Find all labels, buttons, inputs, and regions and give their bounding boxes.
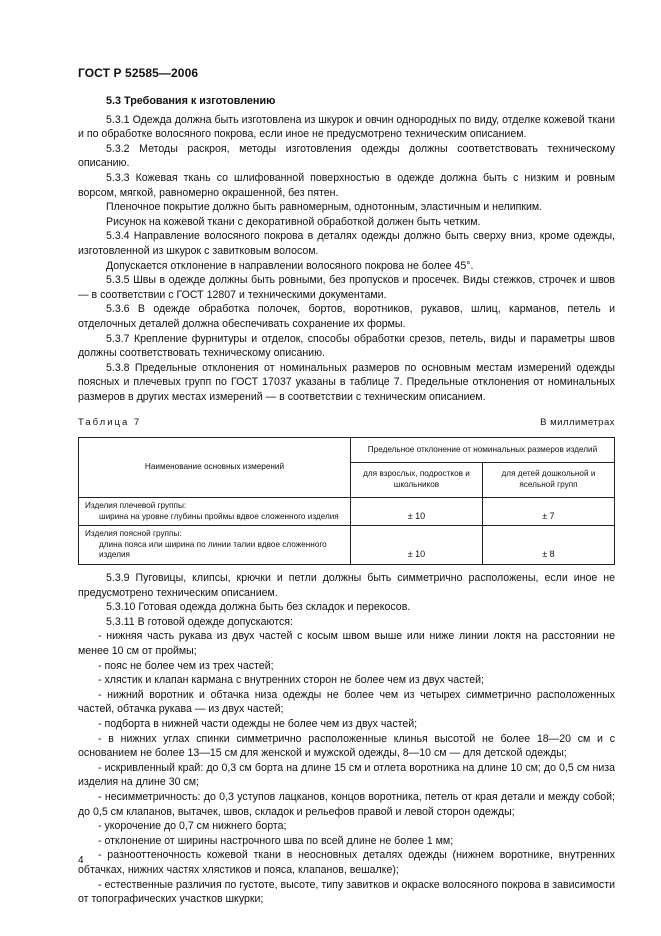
paragraph: Пленочное покрытие должно быть равномерным, однотонным, эластичным и нелипким. [106,201,543,214]
list-item: - нижняя часть рукава из двух частей с косым швом выше или ниже линии локтя на расстоянии не менее 10 см от проймы; [78,630,615,657]
row-name-cell [79,526,351,565]
row-description: длина пояса или ширина по линии талии вдвое сложенного изделия [99,539,327,560]
page-header: ГОСТ Р 52585—2006 [78,66,199,80]
paragraph: Рисунок на кожевой ткани с декоративной обработкой должен быть четким. [106,215,481,228]
paragraph: 5.3.2 Методы раскроя, методы изготовления одежды должны соответствовать техническому описанию. [78,142,615,170]
list-item: - подборта в нижней части одежды не более чем из двух частей; [98,717,418,730]
paragraph: 5.3.4 Направление волосяного покрова в деталях одежды должно быть сверху вниз, кроме одежды, изготовленной из шкурок с завитковым волосом. [78,230,615,257]
row-name-cell [79,498,351,526]
col-header-name: Наименование основных измерений [79,438,351,498]
paragraph: 5.3.11 В готовой одежде допускаются: [106,615,293,628]
col-header-adult: для взрослых, подростков и школьников [350,463,482,498]
table-row [79,498,615,526]
table-row [79,526,615,565]
row-child-value: ± 8 [482,526,614,565]
list-item: - в нижних углах спинки симметрично расположенные клинья высотой не более 18—20 см и с основанием не более 13—15 см для женской и мужской одежды, 8—10 см — для детской одежды; [78,732,615,760]
table-caption: Таблица 7 [78,417,142,429]
row-adult-value: ± 10 [350,498,482,526]
row-adult-value: ± 10 [350,526,482,565]
list-item: - естественные различия по густоте, высоте, типу завитков и окраске волосяного покрова в зависимости от топографических участков шкурки; [78,878,615,906]
row-group-label: Изделия поясной группы: [85,529,182,539]
list-item: - разнооттеночность кожевой ткани в неосновных деталях одежды (нижнем воротнике, внутренних обтачках, нижних частях хлястиков и пояса, клапанов, вешалке); [78,849,615,876]
paragraph: 5.3.10 Готовая одежда должна быть без складок и перекосов. [106,601,411,614]
table-unit: В миллиметрах [540,417,615,429]
list-item: - нижний воротник и обтачка низа одежды не более чем из четырех симметрично расположенных частей, обтачка рукава — из двух частей; [78,688,615,716]
col-header-child: для детей дошкольной и ясельной групп [482,463,614,498]
table-caption-row [78,416,615,431]
paragraph: 5.3.3 Кожевая ткань со шлифованной поверхностью в одежде должна быть с низким и ровным ворсом, мягкой, равномерно окрашенной, без пятен. [78,171,615,199]
section-title: 5.3 Требования к изготовлению [106,95,276,107]
col-header-group: Предельное отклонение от номинальных размеров изделий [350,438,614,463]
page-content [78,94,615,907]
paragraph: Допускается отклонение в направлении волосяного покрова не более 45°. [106,259,474,272]
row-description: ширина на уровне глубины проймы вдвое сложенного изделия [99,511,339,521]
paragraph: 5.3.1 Одежда должна быть изготовлена из шкурок и овчин однородных по виду, отделке кожевой ткани и по обработке волосяного покрова, если иное не предусмотрено техническим описанием. [78,113,615,141]
allowance-list [78,629,615,906]
page-number: 4 [78,855,84,866]
paragraph: 5.3.5 Швы в одежде должны быть ровными, без пропусков и просечек. Виды стежков, строчек и швов — в соответствии с ГОСТ 12807 и техническими документами. [78,274,615,301]
paragraph: 5.3.9 Пуговицы, клипсы, крючки и петли должны быть симметрично расположены, если иное не предусмотрено техническим описанием. [78,572,615,599]
paragraph: 5.3.6 В одежде обработка полочек, бортов, воротников, рукавов, шлиц, карманов, петель и отделочных деталей должна обеспечивать сохранение их формы. [78,303,615,330]
list-item: - укорочение до 0,7 см нижнего борта; [98,820,287,833]
list-item: - хлястик и клапан кармана с внутренних сторон не более чем из двух частей; [98,674,484,687]
list-item: - искривленный край: до 0,3 см борта на длине 15 см и отлета воротника на длине 10 см; до 0,5 см низа изделия на длине 30 см; [78,761,615,789]
row-child-value: ± 7 [482,498,614,526]
paragraph: 5.3.7 Крепление фурнитуры и отделок, способы обработки срезов, петель, виды и параметры швов должны соответствовать техническому описанию. [78,332,615,360]
list-item: - несимметричность: до 0,3 уступов лацканов, концов воротника, петель от края детали и между собой; до 0,5 см клапанов, вытачек, швов, складок и рельефов правой и левой сторон одежды; [78,790,615,818]
list-item: - пояс не более чем из трех частей; [98,659,274,672]
list-item: - отклонение от ширины настрочного шва по всей длине не более 1 мм; [98,834,454,847]
paragraph: 5.3.8 Предельные отклонения от номинальных размеров по основным местам измерений одежды поясных и плечевых групп по ГОСТ 17037 указаны в таблице 7. Предельные отклонения от номинальных размеров в других местах измерений — в соответствии с техническим описанием. [78,361,615,403]
row-group-label: Изделия плечевой группы: [85,501,187,511]
tolerance-table [78,437,615,565]
